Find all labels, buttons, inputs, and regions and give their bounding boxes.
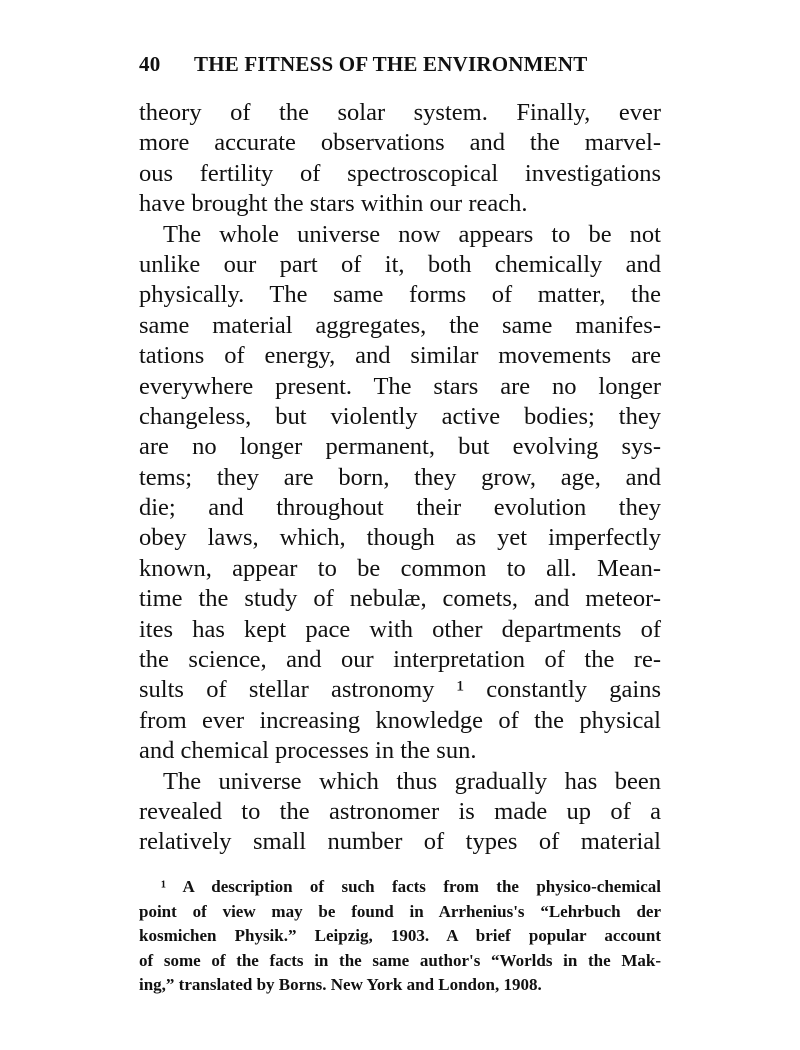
footnote-line: of some of the facts in the same author's “Worlds in the Mak- bbox=[139, 950, 661, 970]
text-line: ous fertility of spectroscopical investigations bbox=[139, 159, 661, 187]
footnote-line: point of view may be found in Arrhenius's “Lehrbuch der bbox=[139, 901, 661, 921]
running-title: THE FITNESS OF THE ENVIRONMENT bbox=[194, 52, 588, 76]
page-number: 40 bbox=[139, 52, 161, 76]
text-line: relatively small number of types of material bbox=[139, 828, 661, 856]
text-line: from ever increasing knowledge of the physical bbox=[139, 706, 661, 734]
text-line: physically. The same forms of matter, the bbox=[139, 281, 661, 309]
text-line: everywhere present. The stars are no longer bbox=[139, 372, 661, 400]
text-line: more accurate observations and the marvel- bbox=[139, 129, 661, 157]
text-line: obey laws, which, though as yet imperfectly bbox=[139, 524, 661, 552]
text-line: sults of stellar astronomy ¹ constantly gains bbox=[139, 676, 661, 704]
footnote-line: ing,” translated by Borns. New York and London, 1908. bbox=[139, 975, 542, 994]
text-line: tations of energy, and similar movements are bbox=[139, 342, 661, 370]
text-line: time the study of nebulæ, comets, and meteor- bbox=[139, 585, 661, 613]
text-line: ites has kept pace with other departments of bbox=[139, 615, 661, 643]
text-line: die; and throughout their evolution they bbox=[139, 494, 661, 522]
text-line: tems; they are born, they grow, age, and bbox=[139, 463, 661, 491]
text-line: revealed to the astronomer is made up of a bbox=[139, 797, 661, 825]
text-line: known, appear to be common to all. Mean- bbox=[139, 554, 661, 582]
footnote-line: kosmichen Physik.” Leipzig, 1903. A brief popular account bbox=[139, 926, 661, 945]
text-line: have brought the stars within our reach. bbox=[139, 190, 528, 218]
text-line: theory of the solar system. Finally, ever bbox=[139, 99, 661, 126]
text-line: unlike our part of it, both chemically and bbox=[139, 250, 661, 278]
running-head bbox=[139, 48, 659, 80]
text-line: same material aggregates, the same manifes- bbox=[139, 311, 661, 339]
text-line: changeless, but violently active bodies; they bbox=[139, 402, 661, 430]
text-line: the science, and our interpretation of the re- bbox=[139, 646, 661, 674]
text-line: The whole universe now appears to be not bbox=[163, 220, 661, 248]
text-line: and chemical processes in the sun. bbox=[139, 737, 477, 765]
text-line: are no longer permanent, but evolving sys- bbox=[139, 433, 661, 461]
footnote-line: ¹ A description of such facts from the physico-chemical bbox=[161, 877, 661, 896]
footnote bbox=[139, 875, 661, 998]
text-line: The universe which thus gradually has been bbox=[163, 767, 661, 795]
body-text bbox=[139, 98, 661, 858]
